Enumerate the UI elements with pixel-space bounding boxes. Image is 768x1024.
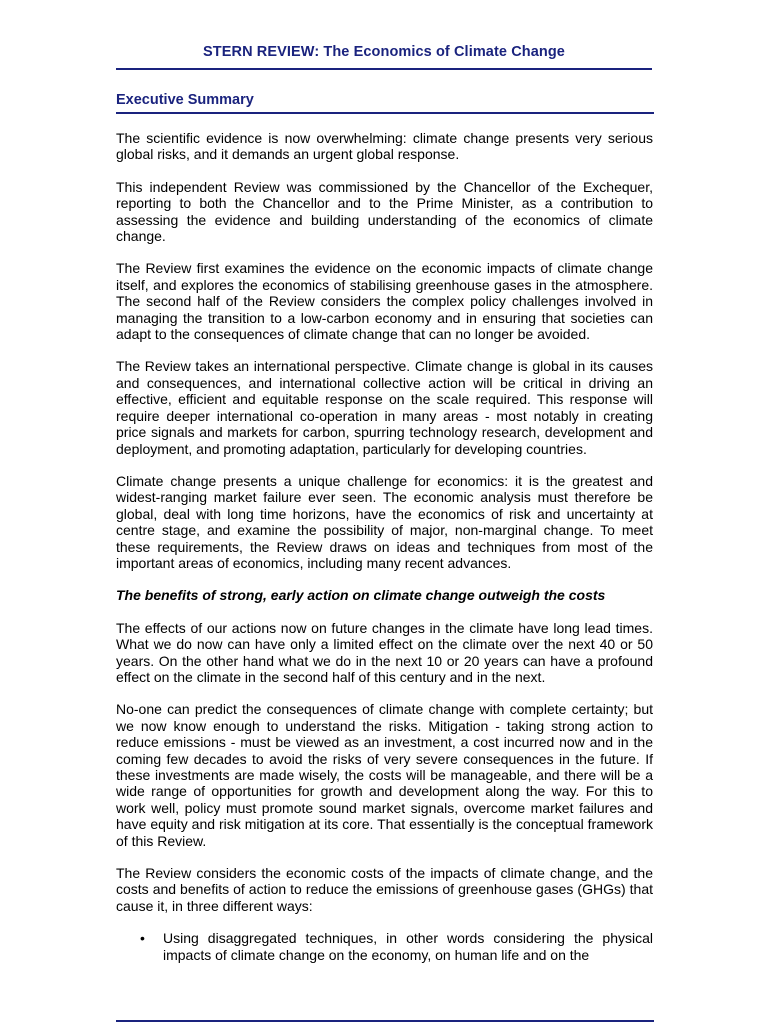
header-rule <box>116 68 652 70</box>
paragraph: The Review first examines the evidence on the economic impacts of climate change itself, and explores the economics of stabilising greenhouse gases in the atmosphere. The second half of the Review considers the complex policy challenges involved in managing the transition to a low-carbon economy and in ensuring that societies can adapt to the consequences of climate change that can no longer be avoided. <box>116 260 653 343</box>
bullet-list <box>116 930 653 963</box>
paragraph: The Review considers the economic costs of the impacts of climate change, and the costs and benefits of action to reduce the emissions of greenhouse gases (GHGs) that cause it, in three different ways: <box>116 865 653 914</box>
footer-rule <box>116 1020 654 1022</box>
list-item <box>116 930 653 963</box>
document-header-title: STERN REVIEW: The Economics of Climate Change <box>203 44 565 60</box>
paragraph: No-one can predict the consequences of climate change with complete certainty; but we now know enough to understand the risks. Mitigation - taking strong action to reduce emissions - must be viewed as an investment, a cost incurred now and in the coming few decades to avoid the risks of very severe consequences in the future. If these investments are made wisely, the costs will be manageable, and there will be a wide range of opportunities for growth and development along the way. For this to work well, policy must promote sound market signals, overcome market failures and have equity and risk mitigation at its core. That essentially is the conceptual framework of this Review. <box>116 701 653 849</box>
paragraph: The scientific evidence is now overwhelming: climate change presents very serious global risks, and it demands an urgent global response. <box>116 130 653 163</box>
bullet-icon: • <box>140 930 145 947</box>
subheading: The benefits of strong, early action on climate change outweigh the costs <box>116 587 606 604</box>
bullet-text: Using disaggregated techniques, in other words considering the physical impacts of climate change on the economy, on human life and on the <box>163 930 653 963</box>
paragraph: This independent Review was commissioned by the Chancellor of the Exchequer, reporting to both the Chancellor and to the Prime Minister, as a contribution to assessing the evidence and building understanding of the economics of climate change. <box>116 178 653 245</box>
section-title: Executive Summary <box>116 92 254 108</box>
section-rule <box>116 112 654 114</box>
paragraph: The Review takes an international perspective. Climate change is global in its causes and consequences, and international collective action will be critical in driving an effective, efficient and equitable response on the scale required. This response will require deeper international co-operation in many areas - most notably in creating price signals and markets for carbon, spurring technology research, development and deployment, and promoting adaptation, particularly for developing countries. <box>116 358 653 457</box>
paragraph: The effects of our actions now on future changes in the climate have long lead times. What we do now can have only a limited effect on the climate over the next 40 or 50 years. On the other hand what we do in the next 10 or 20 years can have a profound effect on the climate in the second half of this century and in the next. <box>116 619 653 685</box>
paragraph: Climate change presents a unique challenge for economics: it is the greatest and widest-ranging market failure ever seen. The economic analysis must therefore be global, deal with long time horizons, have the economics of risk and uncertainty at centre stage, and examine the possibility of major, non-marginal change. To meet these requirements, the Review draws on ideas and techniques from most of the important areas of economics, including many recent advances. <box>116 472 653 571</box>
document-body <box>116 130 653 963</box>
